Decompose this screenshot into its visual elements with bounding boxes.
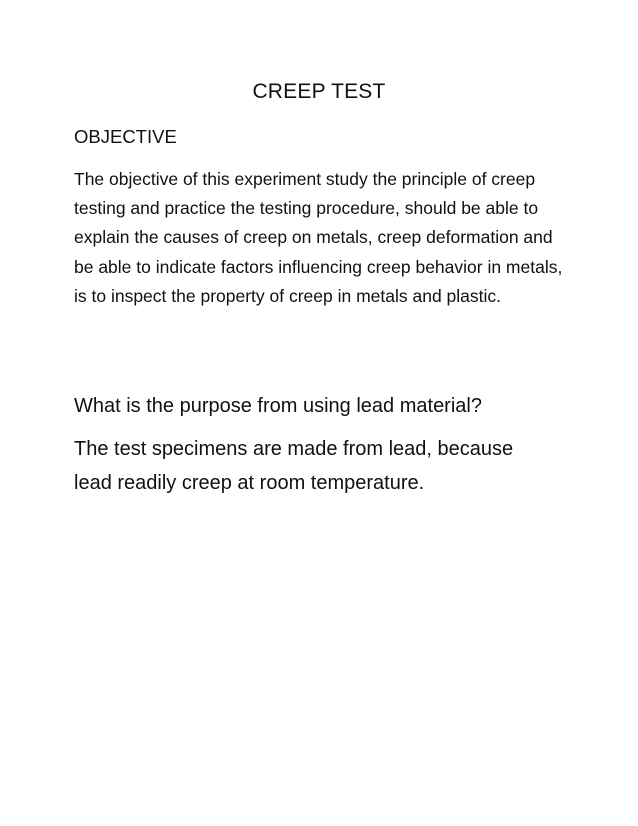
question-text: What is the purpose from using lead material? (74, 395, 482, 417)
answer-paragraph: The test specimens are made from lead, because lead readily creep at room temperature. (74, 438, 514, 494)
document-title: CREEP TEST (252, 80, 386, 103)
section-heading-objective: OBJECTIVE (74, 126, 177, 147)
objective-paragraph: The objective of this experiment study the principle of creep testing and practice the testing procedure, should be able to explain the causes of creep on metals, creep deformation and be able to indicate factors influencing creep behavior in metals, is to inspect the property of creep in metals and plastic. (74, 169, 563, 306)
